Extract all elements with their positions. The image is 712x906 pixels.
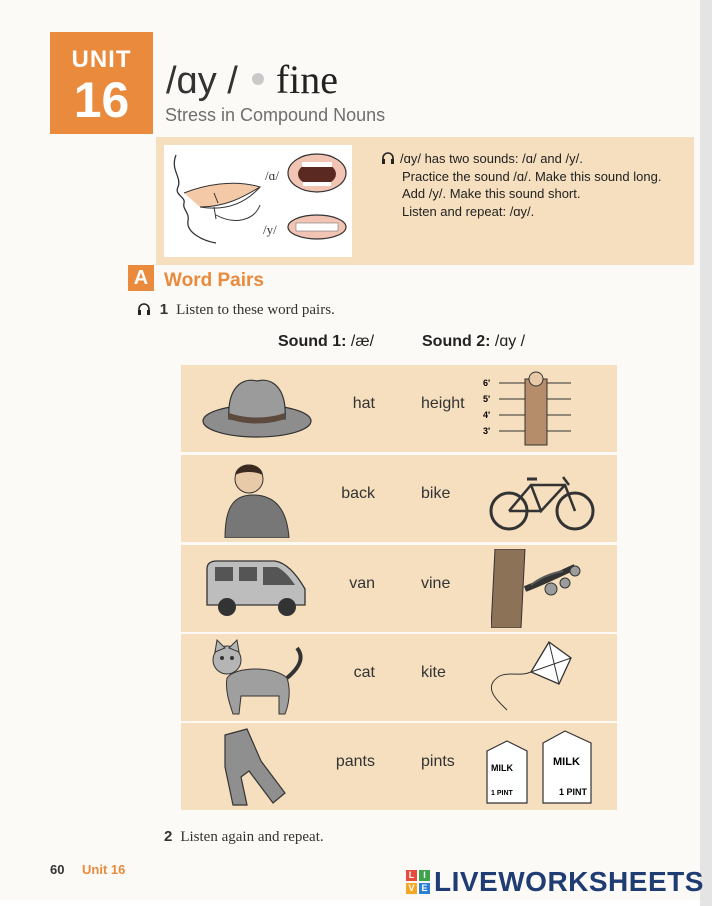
word-pair-row xyxy=(181,455,617,542)
height-mark-5: 5' xyxy=(483,394,491,404)
pint-label: 1 PINT xyxy=(491,790,513,797)
word-sound-2: vine xyxy=(421,575,451,592)
section-letter: A xyxy=(128,265,154,291)
word-sound-1: back xyxy=(341,485,375,502)
scrollbar[interactable] xyxy=(700,0,712,906)
exercise-2-instruction xyxy=(164,828,324,846)
height-chart-icon xyxy=(481,369,575,448)
headphones-icon xyxy=(382,152,394,164)
height-mark-6: 6' xyxy=(483,378,491,388)
milk-label: MILK xyxy=(553,756,580,768)
height-mark-3: 3' xyxy=(483,426,491,436)
unit-badge xyxy=(50,32,153,134)
word-sound-1: pants xyxy=(335,753,375,770)
word-sound-2: pints xyxy=(421,753,455,770)
intro-line-4: Listen and repeat: /ɑy/. xyxy=(402,203,535,219)
man-back-icon xyxy=(219,459,293,538)
pants-icon xyxy=(221,727,293,806)
open-mouth-icon xyxy=(286,152,348,194)
word-sound-2: kite xyxy=(421,664,446,681)
liveworksheets-logo[interactable] xyxy=(406,866,704,898)
intro-instructions xyxy=(382,150,661,220)
word-sound-2: bike xyxy=(421,485,451,502)
page-subtitle: Stress in Compound Nouns xyxy=(165,105,386,125)
word-pair-row xyxy=(181,365,617,452)
unit-number: 16 xyxy=(73,72,130,128)
headphones-icon xyxy=(138,303,150,315)
footer-unit-label: Unit 16 xyxy=(82,862,126,877)
van-icon xyxy=(201,549,313,628)
unit-word: UNIT xyxy=(71,46,132,73)
mouth-label-a: /ɑ/ xyxy=(265,168,280,183)
column-header-sound-2: Sound 2: /ɑy / xyxy=(422,333,526,350)
exercise-1-number: 1 xyxy=(159,301,169,318)
logo-grid-icon: L I V E xyxy=(406,870,430,894)
height-mark-4: 4' xyxy=(483,410,491,420)
title-sound: /ɑy / xyxy=(166,60,238,102)
word-pair-row xyxy=(181,723,617,810)
title-word: fine xyxy=(275,57,338,102)
word-sound-1: hat xyxy=(352,395,375,412)
hat-icon xyxy=(201,369,313,448)
section-title: Word Pairs xyxy=(164,270,264,291)
intro-line-1: /ɑy/ has two sounds: /ɑ/ and /y/. xyxy=(382,150,661,168)
smile-mouth-icon xyxy=(286,212,348,242)
bike-icon xyxy=(487,459,597,538)
word-sound-2: height xyxy=(421,395,465,412)
exercise-2-number: 2 xyxy=(164,828,173,845)
exercise-1-instruction xyxy=(138,301,335,319)
mouth-label-y: /y/ xyxy=(263,222,277,237)
vine-icon xyxy=(491,549,587,628)
logo-text: LIVEWORKSHEETS xyxy=(434,866,704,897)
word-pair-row xyxy=(181,545,617,632)
intro-line-2: Practice the sound /ɑ/. Make this sound long. xyxy=(402,168,662,184)
word-pair-row xyxy=(181,634,617,721)
word-sound-1: van xyxy=(349,575,375,592)
title-dot-icon xyxy=(252,73,264,85)
intro-line-3: Add /y/. Make this sound short. xyxy=(402,186,581,201)
pint-label: 1 PINT xyxy=(559,787,588,797)
milk-pints-icon xyxy=(483,727,595,806)
word-sound-1: cat xyxy=(353,664,375,681)
cat-icon xyxy=(205,638,309,717)
page-number: 60 xyxy=(50,862,65,877)
kite-icon xyxy=(487,638,577,717)
exercise-2-text: Listen again and repeat. xyxy=(180,829,324,845)
page-title xyxy=(166,56,338,103)
column-header-sound-1: Sound 1: /æ/ xyxy=(278,333,375,350)
milk-label: MILK xyxy=(491,763,513,773)
exercise-1-text: Listen to these word pairs. xyxy=(176,302,335,318)
